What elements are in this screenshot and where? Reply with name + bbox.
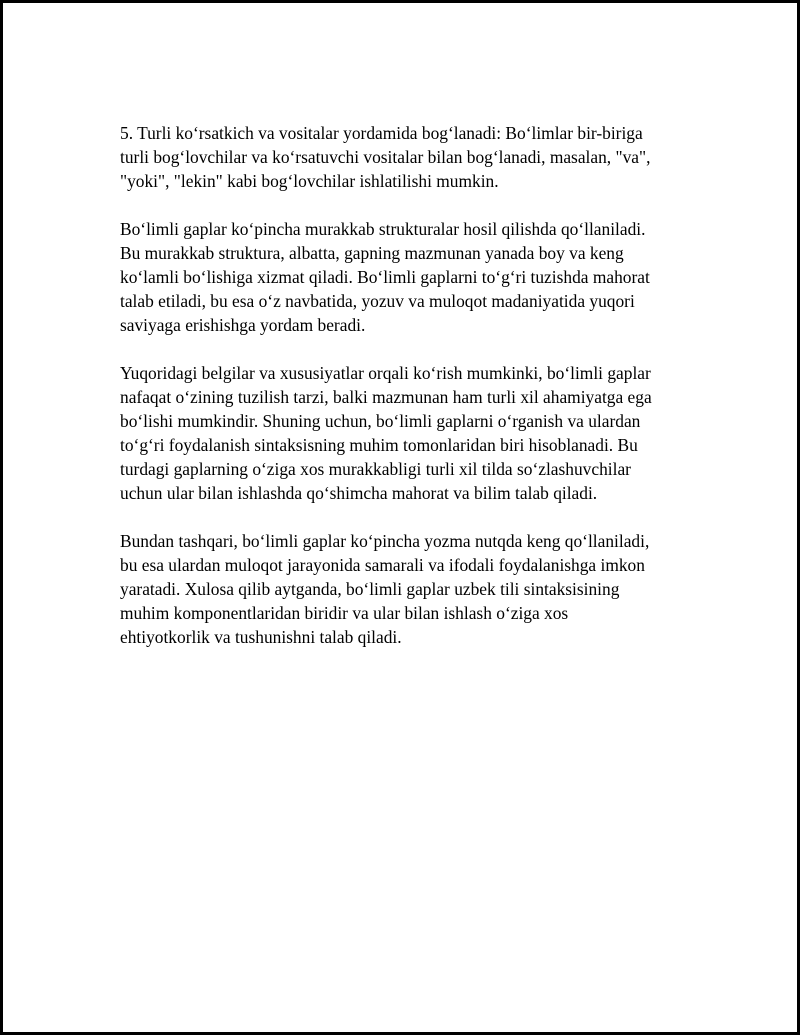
- text-line: Bo‘limli gaplar ko‘pincha murakkab strukturalar hosil qilishda qo‘llaniladi.: [120, 219, 646, 239]
- text-line: Yuqoridagi belgilar va xususiyatlar orqali ko‘rish mumkinki, bo‘limli gaplar: [120, 363, 651, 383]
- text-line: muhim komponentlaridan biridir va ular bilan ishlash o‘ziga xos: [120, 603, 569, 623]
- text-line: turdagi gaplarning o‘ziga xos murakkabligi turli xil tilda so‘zlashuvchilar: [120, 459, 631, 479]
- text-line: yaratadi. Xulosa qilib aytganda, bo‘limli gaplar uzbek tili sintaksisining: [120, 579, 620, 599]
- text-line: ehtiyotkorlik va tushunishni talab qiladi.: [120, 627, 402, 647]
- text-line: ko‘lamli bo‘lishiga xizmat qiladi. Bo‘limli gaplarni to‘g‘ri tuzishda mahorat: [120, 267, 650, 287]
- text-line: saviyaga erishishga yordam beradi.: [120, 315, 366, 335]
- text-line: "yoki", "lekin" kabi bog‘lovchilar ishlatilishi mumkin.: [120, 171, 499, 191]
- text-line: uchun ular bilan ishlashda qo‘shimcha mahorat va bilim talab qiladi.: [120, 483, 598, 503]
- text-line: Bundan tashqari, bo‘limli gaplar ko‘pincha yozma nutqda keng qo‘llaniladi,: [120, 531, 650, 551]
- paragraph-4: [120, 529, 695, 649]
- text-line: bu esa ulardan muloqot jarayonida samarali va ifodali foydalanishga imkon: [120, 555, 645, 575]
- document-body: [120, 121, 695, 673]
- paragraph-3: [120, 361, 695, 505]
- paragraph-2: [120, 217, 695, 337]
- text-line: to‘g‘ri foydalanish sintaksisning muhim tomonlaridan biri hisoblanadi. Bu: [120, 435, 638, 455]
- text-line: bo‘lishi mumkindir. Shuning uchun, bo‘limli gaplarni o‘rganish va ulardan: [120, 411, 641, 431]
- text-line: talab etiladi, bu esa o‘z navbatida, yozuv va muloqot madaniyatida yuqori: [120, 291, 635, 311]
- text-line: Bu murakkab struktura, albatta, gapning mazmunan yanada boy va keng: [120, 243, 624, 263]
- text-line: nafaqat o‘zining tuzilish tarzi, balki mazmunan ham turli xil ahamiyatga ega: [120, 387, 652, 407]
- text-line: 5. Turli ko‘rsatkich va vositalar yordamida bog‘lanadi: Bo‘limlar bir-biriga: [120, 123, 643, 143]
- text-line: turli bog‘lovchilar va ko‘rsatuvchi vositalar bilan bog‘lanadi, masalan, "va",: [120, 147, 651, 167]
- paragraph-1: [120, 121, 695, 193]
